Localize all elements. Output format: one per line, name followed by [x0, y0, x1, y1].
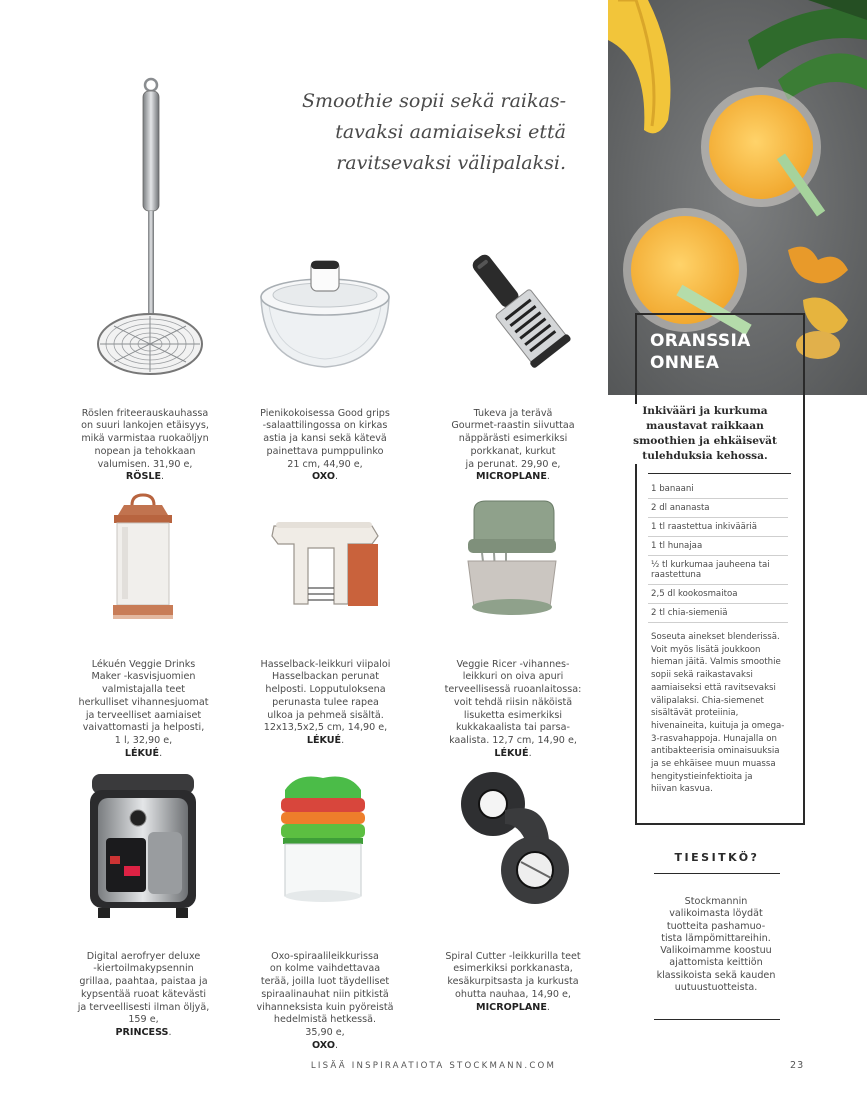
- page-number: 23: [790, 1060, 805, 1071]
- caption-period: .: [334, 1039, 339, 1051]
- deep-fry-skimmer-image: [90, 76, 210, 376]
- ingredient-item: 2,5 dl kookosmaitoa: [648, 585, 788, 604]
- caption-brand: MICROPLANE: [476, 1001, 547, 1013]
- caption-brand: OXO: [311, 471, 335, 483]
- gourmet-grater-image: [445, 250, 580, 370]
- product-caption-lekue-hasselback: [248, 646, 403, 748]
- product-caption-lekue-veggie-ricer: [434, 646, 592, 760]
- spiral-cutter-image: [457, 770, 577, 908]
- caption-period: .: [528, 747, 532, 759]
- divider: [654, 873, 780, 874]
- salad-spinner-image: [255, 255, 395, 373]
- tip-title: TIESITKÖ?: [674, 851, 760, 864]
- pull-quote: Smoothie sopii sekä raikas- tavaksi aamiaiseksi että ravitsevaksi välipalaksi.: [301, 90, 566, 174]
- caption-period: .: [334, 471, 339, 483]
- caption-period: .: [159, 747, 163, 759]
- caption-period: .: [341, 734, 345, 746]
- caption-text: Röslen friteerauskauhassa on suuri lankojen etäisyys, mikä varmistaa ruokaöljyn nopean ja tehokkaan valumisen. 31,90 e,: [81, 407, 209, 470]
- recipe-method: Soseuta ainekset blenderissä. Voit myös lisätä joukkoon hieman jäitä. Valmis smoothie sopii sekä raikastavaksi aamiaiseksi että ravitsevaksi välipalaksi. Chia-siemenet sisältävät proteiinia, hivenaineita, kuituja ja omega- 3-rasvahappoja. Hunajalla on antibakteerisia ominaisuuksia ja se ehkäisee muun muassa hengitystieinfektioita ja hiivan kasvua.: [651, 632, 785, 795]
- ingredient-item: 1 tl raastettua inkivääriä: [648, 518, 788, 537]
- caption-text: Lékuén Veggie Drinks Maker -kasvisjuomien valmistajalla teet herkulliset vihannesjuomat ja terveelliset aamiaiset vaivattomasti ja helposti, 1 l, 32,90 e,: [78, 658, 209, 746]
- product-caption-lekue-drinks-maker: [66, 646, 221, 760]
- caption-brand: LÉKUÉ: [124, 747, 160, 759]
- recipe-lead: Inkivääri ja kurkuma maustavat raikkaan smoothien ja ehkäisevät tulehduksia kehossa.: [620, 404, 790, 464]
- caption-brand: MICROPLANE: [476, 471, 547, 483]
- ingredient-item: 2 dl ananasta: [648, 499, 788, 518]
- caption-period: .: [161, 471, 165, 483]
- product-caption-microplane-spiral-cutter: [434, 938, 592, 1014]
- caption-text: Hasselback-leikkuri viipaloi Hasselbackan perunat helposti. Lopputuloksena perunasta tulee rapea ulkoa ja pehmeä sisältä. 12x13,5x2,5 cm, 14,90 e,: [260, 658, 391, 734]
- caption-period: .: [546, 471, 550, 483]
- tip-text: Stockmannin valikoimasta löydät tuotteita pashamuo- tista lämpömittareihin. Valikoimamme koostuu ajattomista keittiön klassikoista sekä kauden uutuustuotteista.: [656, 896, 776, 994]
- recipe-title: ORANSSIA ONNEA: [650, 331, 751, 373]
- product-caption-oxo-spiralizer: [246, 938, 404, 1052]
- ingredient-item: 1 tl hunajaa: [648, 537, 788, 556]
- product-caption-rosle: [70, 395, 220, 484]
- hasselback-cutter-image: [268, 518, 383, 610]
- ingredient-item: ½ tl kurkumaa jauheena tai raastettuna: [648, 556, 788, 585]
- caption-brand: LÉKUÉ: [306, 734, 342, 746]
- product-caption-microplane-grater: [438, 395, 588, 484]
- caption-text: Spiral Cutter -leikkurilla teet esimerkiksi porkkanasta, kesäkurpitsasta ja kurkusta ohutta nauhaa, 14,90 e,: [445, 950, 581, 1000]
- caption-brand: OXO: [311, 1039, 335, 1051]
- divider: [648, 473, 791, 474]
- caption-period: .: [546, 1001, 550, 1013]
- divider: [654, 1019, 780, 1020]
- footer-link[interactable]: LISÄÄ INSPIRAATIOTA STOCKMANN.COM: [310, 1061, 557, 1071]
- ingredient-list: [648, 480, 788, 623]
- veggie-ricer-image: [462, 495, 562, 620]
- veggie-drinks-maker-image: [108, 493, 178, 621]
- caption-brand: RÖSLE: [125, 471, 162, 483]
- caption-text: Tukeva ja terävä Gourmet-raastin siivuttaa näppärästi esimerkiksi porkkanat, kurkut ja perunat. 29,90 e,: [451, 407, 575, 470]
- caption-text: Veggie Ricer -vihannes- leikkuri on oiva apuri terveellisessä ruoanlaitossa: voit tehdä riisin näköistä lisuketta esimerkiksi kukkakaalista tai parsa- kaalista. 12,7 cm, 14,90 e,: [444, 658, 582, 746]
- caption-brand: LÉKUÉ: [494, 747, 529, 759]
- spiralizer-image: [277, 772, 369, 922]
- product-caption-oxo-salad-spinner: [250, 395, 400, 484]
- ingredient-item: 2 tl chia-siemeniä: [648, 604, 788, 623]
- product-caption-princess-aerofryer: [66, 938, 221, 1040]
- caption-text: Pienikokoisessa Good grips -salaattilingossa on kirkas astia ja kansi sekä kätevä painettava pumppulinko 21 cm, 44,90 e,: [260, 407, 390, 470]
- ingredient-item: 1 banaani: [648, 480, 788, 499]
- caption-period: .: [168, 1026, 172, 1038]
- caption-text: Oxo-spiraalileikkurissa on kolme vaihdettavaa terää, joilla luot täydelliset spiraalinauhat niin pitkistä vihanneksista kuin pyöreistä hedelmistä hetkessä. 35,90 e,: [256, 950, 394, 1038]
- air-fryer-image: [88, 772, 198, 920]
- caption-text: Digital aerofryer deluxe -kiertoilmakypsennin grillaa, paahtaa, paistaa ja kypsentää ruoat kätevästi ja terveellisesti ilman öljyä, 159 e,: [77, 950, 210, 1026]
- caption-brand: PRINCESS: [115, 1026, 169, 1038]
